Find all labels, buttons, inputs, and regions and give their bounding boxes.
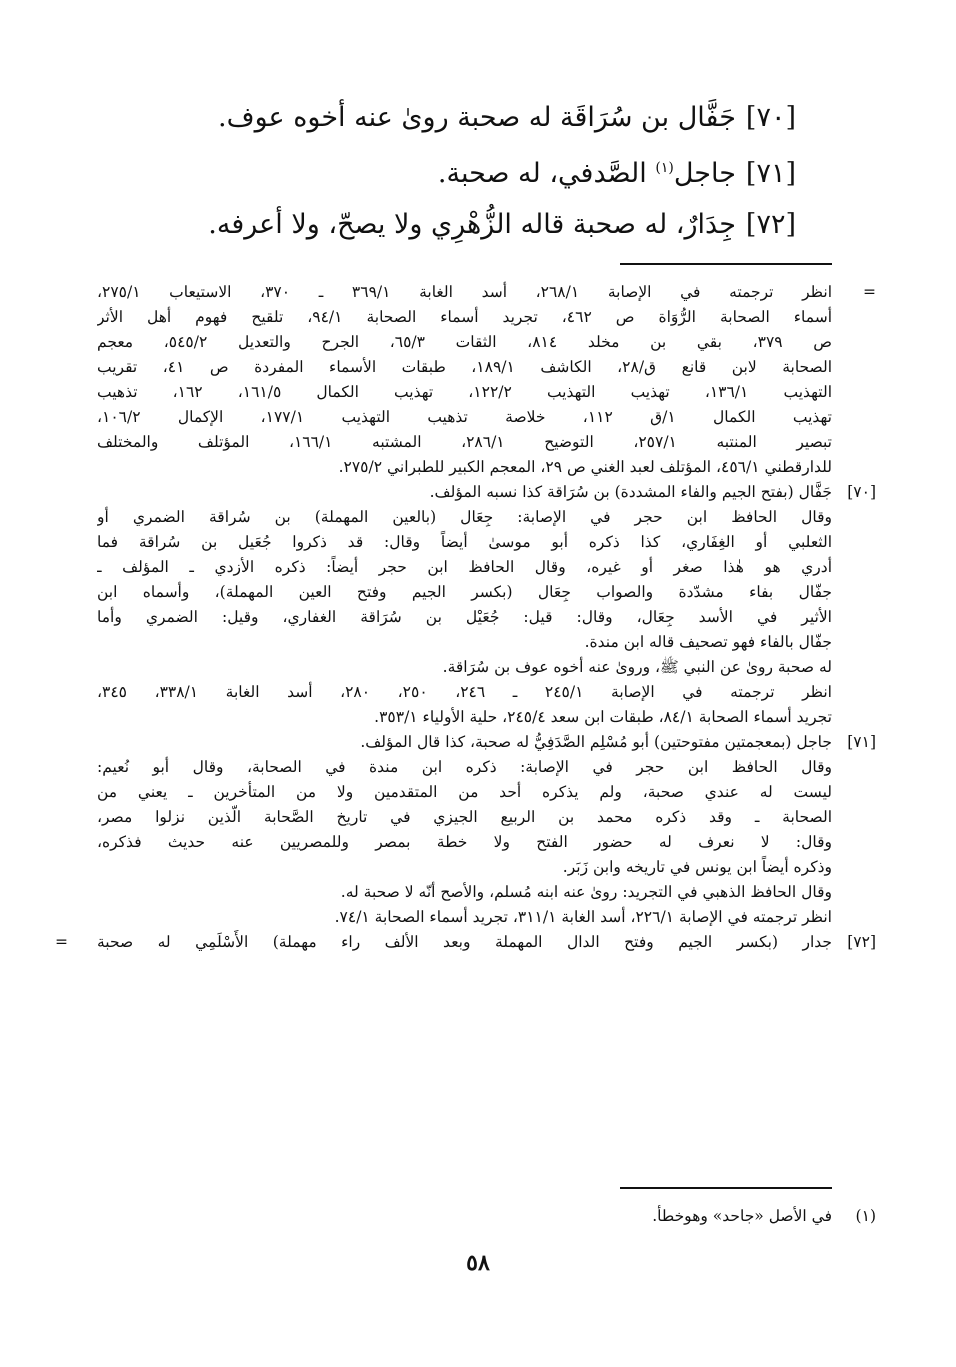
notes-separator (620, 263, 832, 265)
note-line: جدار (بكسر الجيم وفتح الدال المهملة وبعد الألف راء مهملة) الأَسْلَمِي له صحبة (97, 933, 832, 951)
note-72 (55, 930, 876, 955)
note-line: انظر ترجمته في الإصابة ٢٦٨/١، أسد الغابة ٣٦٩/١ ـ ٣٧٠، الاستيعاب ٢٧٥/١، (97, 283, 832, 301)
note-continuation (97, 280, 876, 480)
note-line: أدري هو هٰذا صغر أو غيره، وقال الحافظ ابن حجر أيضاً: ذكره الأزدي ـ المؤلف ـ (97, 558, 832, 576)
entry-71 (156, 143, 796, 199)
editor-notes (55, 280, 876, 955)
note-line: الثعلبي أو الغِفَاري، كذا ذكره أبو موسىٰ أيضاً وقال: قد ذكروا جُعَيل بن سُراقة فما (97, 533, 832, 551)
note-line: تهذيب الكمال ١/ق ١١٢، خلاصة تذهيب التهذيب ١٧٧/١، الإكمال ١٠٦/٢، (97, 408, 832, 426)
note-line: تبصير المنتبه ٢٥٧/١، التوضيح ٢٨٦/١، المشتبه ١٦٦/١، المؤتلف والمختلف (97, 433, 832, 451)
note-line: وقال الحافظ الذهبي في التجريد: روىٰ عنه ابنه مُسلم، والأصح أنّه لا صحبة له. (340, 883, 832, 901)
entry-70 (156, 92, 796, 143)
entry-text: جَفَّال بن سُرَاقَة له صحبة روىٰ عنه أخوه عوف. (218, 102, 736, 133)
note-number: [٧٢] (847, 933, 876, 951)
note-line: وذكره أيضاً ابن يونس في تاريخه وابن زَبَر. (562, 858, 832, 876)
main-entries (156, 92, 796, 250)
note-line: الأثير في الأسد جِعَال، وقال: قيل: جُعَيْل بن سُرَاقة الغفاري، وقيل: الضمري وأما (97, 608, 832, 626)
note-line: جفّال بالفاء فهو تصحيف قاله ابن مندة. (584, 633, 832, 651)
note-line: وقال: لا نعرف له حضور الفتح ولا خطة بمصر وللمصريين عنه حديث فذكره، (97, 833, 832, 851)
footnote-text: في الأصل «جاحد» وهوخطأ. (652, 1207, 832, 1225)
continuation-mark: = (863, 283, 876, 301)
footnote-ref: (١) (655, 160, 674, 176)
note-71 (97, 730, 876, 930)
note-line: جفّال بفاء مشدّدة والصواب جِعَال (بكسر الجيم وفتح العين المهملة)، وأسماه ابن (97, 583, 832, 601)
page-number: ٥٨ (466, 1250, 490, 1276)
note-line: وقال الحافظ ابن حجر في الإصابة: ذكره ابن مندة في الصحابة، وقال أبو نُعيم: (97, 758, 832, 776)
entry-text: جِدَارٌ، له صحبة قاله الزُّهْرِي ولا يصحّ، ولا أعرفه. (208, 209, 736, 240)
note-line: الصحابة ـ وقد ذكره محمد بن الربيع الجيزي في تاريخ الصَّحابة الَّذين نزلوا مصر، (97, 808, 832, 826)
footnote-separator (620, 1187, 832, 1189)
footnote-number: (١) (855, 1207, 876, 1225)
entry-name: جاجل (673, 158, 736, 189)
note-line: جَفَّال (بفتح الجيم والفاء المشددة) بن سُرَاقة كذا نسبه المؤلف. (429, 483, 832, 501)
entry-rest: الصَّدفي، له صحبة. (437, 158, 656, 189)
note-line: له صحبة روىٰ عن النبي ﷺ، وروىٰ عنه أخوه عوف بن سُرَاقة. (442, 658, 832, 676)
note-line: انظر ترجمته في الإصابة ٢٢٦/١، أسد الغابة ٣١١/١، تجريد أسماء الصحابة ٧٤/١. (334, 908, 832, 926)
note-line: انظر ترجمته في الإصابة ٢٤٥/١ ـ ٢٤٦، ٢٥٠، ٢٨٠، أسد الغابة ٣٣٨/١، ٣٤٥، (97, 683, 832, 701)
note-line: أسماء الصحابة الرُّوَاة ص ٤٦٢، تجريد أسماء الصحابة ٩٤/١، تلقيح فهوم أهل الأثر (97, 308, 832, 326)
note-line: ليست له عندي صحبة، ولم يذكره أحد من المتقدمين ولا من المتأخرين ـ يعني من (97, 783, 832, 801)
entry-number: [٧١] (745, 158, 796, 189)
note-line: جاجل (بمعجمتين مفتوحتين) أبو مُسْلِم الصَّدَفِيُّ له صحبة، كذا قال المؤلف. (360, 733, 832, 751)
note-line: التهذيب ١٣٦/١، تهذيب التهذيب ١٢٢/٢، تهذيب الكمال ١٦١/٥، ١٦٢، تذهيب (97, 383, 832, 401)
entry-number: [٧٢] (745, 209, 796, 240)
note-line: للدارقطني ٤٥٦/١، المؤتلف لعبد الغني ص ٢٩، المعجم الكبير للطبراني ٢٧٥/٢. (338, 458, 832, 476)
footnote (97, 1204, 876, 1229)
note-line: وقال الحافظ ابن حجر في الإصابة: جِعَال (بالعين المهملة) بن سُراقة الضمري أو (97, 508, 832, 526)
note-70 (97, 480, 876, 730)
note-number: [٧١] (847, 733, 876, 751)
note-line: الصحابة لابن قانع ق/٢٨، الكاشف ١٨٩/١، طبقات الأسماء المفردة ص ٤١، تقريب (97, 358, 832, 376)
note-line: تجريد أسماء الصحابة ٨٤/١، طبقات ابن سعد ٢٤٥/٤، حلية الأولياء ٣٥٣/١. (374, 708, 832, 726)
entry-72 (156, 199, 796, 250)
note-line: ص ٣٧٩، بقي بن مخلد ٨١٤، الثقات ٦٥/٣، الجرح والتعديل ٥٤٥/٢، معجم (97, 333, 832, 351)
continuation-mark: = (55, 933, 68, 951)
note-number: [٧٠] (847, 483, 876, 501)
entry-text (438, 143, 736, 199)
entry-number: [٧٠] (745, 102, 796, 133)
